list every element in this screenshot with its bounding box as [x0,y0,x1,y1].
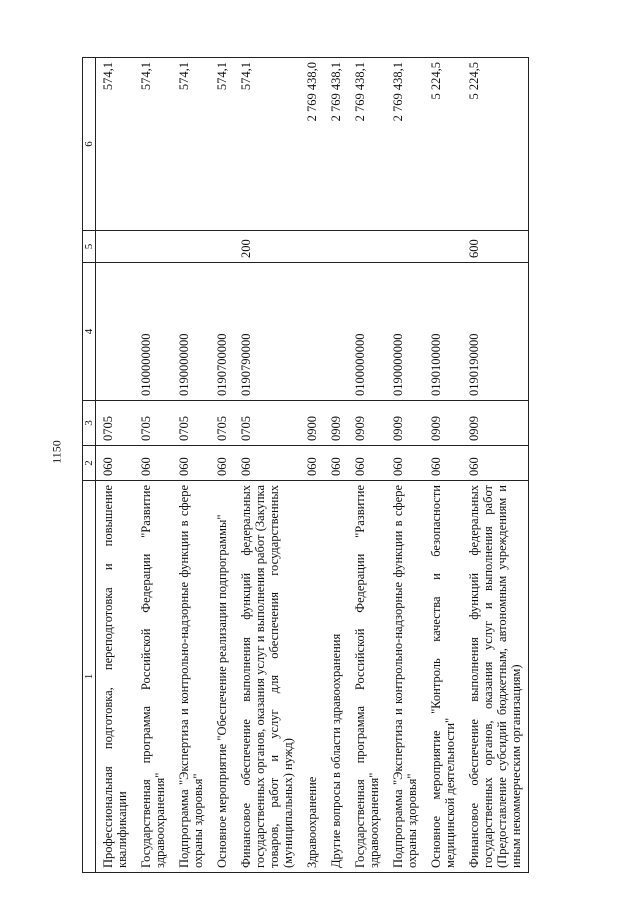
row-code-target: 0190700000 [210,263,234,401]
table-row [386,58,424,873]
row-name: Основное мероприятие "Обеспечение реализации подпрограммы" [210,481,234,873]
row-amount: 2 769 438,1 [386,58,424,231]
row-code-section: 0909 [348,401,386,446]
table-row [172,58,210,873]
row-code-ministry: 060 [348,446,386,481]
row-name: Государственная программа Российской Федерации "Развитие здравоохранения" [348,481,386,873]
row-code-ministry: 060 [462,446,529,481]
row-code-section: 0705 [210,401,234,446]
column-header: 5 [83,231,96,263]
row-amount: 2 769 438,0 [300,58,324,231]
row-name: Подпрограмма "Экспертиза и контрольно-надзорные функции в сфере охраны здоровья" [386,481,424,873]
row-code-target [324,263,348,401]
table-row [424,58,462,873]
row-amount: 5 224,5 [462,58,529,231]
row-code-expense [96,231,135,263]
row-amount: 574,1 [172,58,210,231]
row-code-expense [172,231,210,263]
row-code-ministry: 060 [300,446,324,481]
row-name: Государственная программа Российской Федерации "Развитие здравоохранения" [134,481,172,873]
row-name: Профессиональная подготовка, переподготовка и повышение квалификации [96,481,135,873]
row-code-target: 0190000000 [172,263,210,401]
row-amount: 574,1 [134,58,172,231]
row-code-section: 0705 [172,401,210,446]
row-code-ministry: 060 [134,446,172,481]
row-code-section: 0705 [234,401,300,446]
row-name: Здравоохранение [300,481,324,873]
row-code-expense [134,231,172,263]
row-name: Основное мероприятие "Контроль качества и безопасности медицинской деятельности" [424,481,462,873]
row-code-expense [424,231,462,263]
row-code-expense [210,231,234,263]
column-header: 2 [83,446,96,481]
row-code-section: 0909 [324,401,348,446]
column-header: 4 [83,263,96,401]
row-code-ministry: 060 [324,446,348,481]
row-amount: 2 769 438,1 [324,58,348,231]
row-code-section: 0909 [424,401,462,446]
row-name: Другие вопросы в области здравоохранения [324,481,348,873]
table-row [96,58,135,873]
column-header: 3 [83,401,96,446]
row-code-expense [386,231,424,263]
column-header: 1 [83,481,96,873]
row-code-target: 0190100000 [424,263,462,401]
row-code-expense [324,231,348,263]
row-amount: 2 769 438,1 [348,58,386,231]
table-row [462,58,529,873]
row-code-target: 0100000000 [134,263,172,401]
table-header-row [83,58,96,873]
row-code-target: 0190000000 [386,263,424,401]
row-code-ministry: 060 [424,446,462,481]
table-row [300,58,324,873]
budget-table [82,57,529,873]
row-code-section: 0900 [300,401,324,446]
row-amount: 574,1 [96,58,135,231]
row-code-expense [300,231,324,263]
page-number: 1150 [49,440,64,464]
row-code-ministry: 060 [386,446,424,481]
row-code-ministry: 060 [210,446,234,481]
row-code-target [96,263,135,401]
table-row [348,58,386,873]
row-code-expense: 600 [462,231,529,263]
row-code-ministry: 060 [96,446,135,481]
table-row [210,58,234,873]
rotated-page [82,58,582,873]
row-code-section: 0909 [386,401,424,446]
row-code-ministry: 060 [172,446,210,481]
row-amount: 574,1 [210,58,234,231]
row-name: Финансовое обеспечение выполнения функций федеральных государственных органов, оказания услуг и выполнения работ (Закупка товаров, работ и услуг для обеспечения государственных (муниципальных) нужд) [234,481,300,873]
row-amount: 5 224,5 [424,58,462,231]
table-row [234,58,300,873]
row-code-expense: 200 [234,231,300,263]
table-body [96,58,529,873]
row-code-section: 0705 [134,401,172,446]
table-row [134,58,172,873]
row-amount: 574,1 [234,58,300,231]
row-name: Подпрограмма "Экспертиза и контрольно-надзорные функции в сфере охраны здоровья" [172,481,210,873]
row-code-target: 0190790000 [234,263,300,401]
table-row [324,58,348,873]
row-code-expense [348,231,386,263]
row-name: Финансовое обеспечение выполнения функций федеральных государственных органов, оказания услуг и выполнения работ (Предоставление субсидий бюджетным, автономным учреждениям и иным некоммерческим организациям) [462,481,529,873]
row-code-target [300,263,324,401]
column-header: 6 [83,58,96,231]
row-code-section: 0705 [96,401,135,446]
row-code-target: 0190190000 [462,263,529,401]
row-code-target: 0100000000 [348,263,386,401]
row-code-section: 0909 [462,401,529,446]
row-code-ministry: 060 [234,446,300,481]
